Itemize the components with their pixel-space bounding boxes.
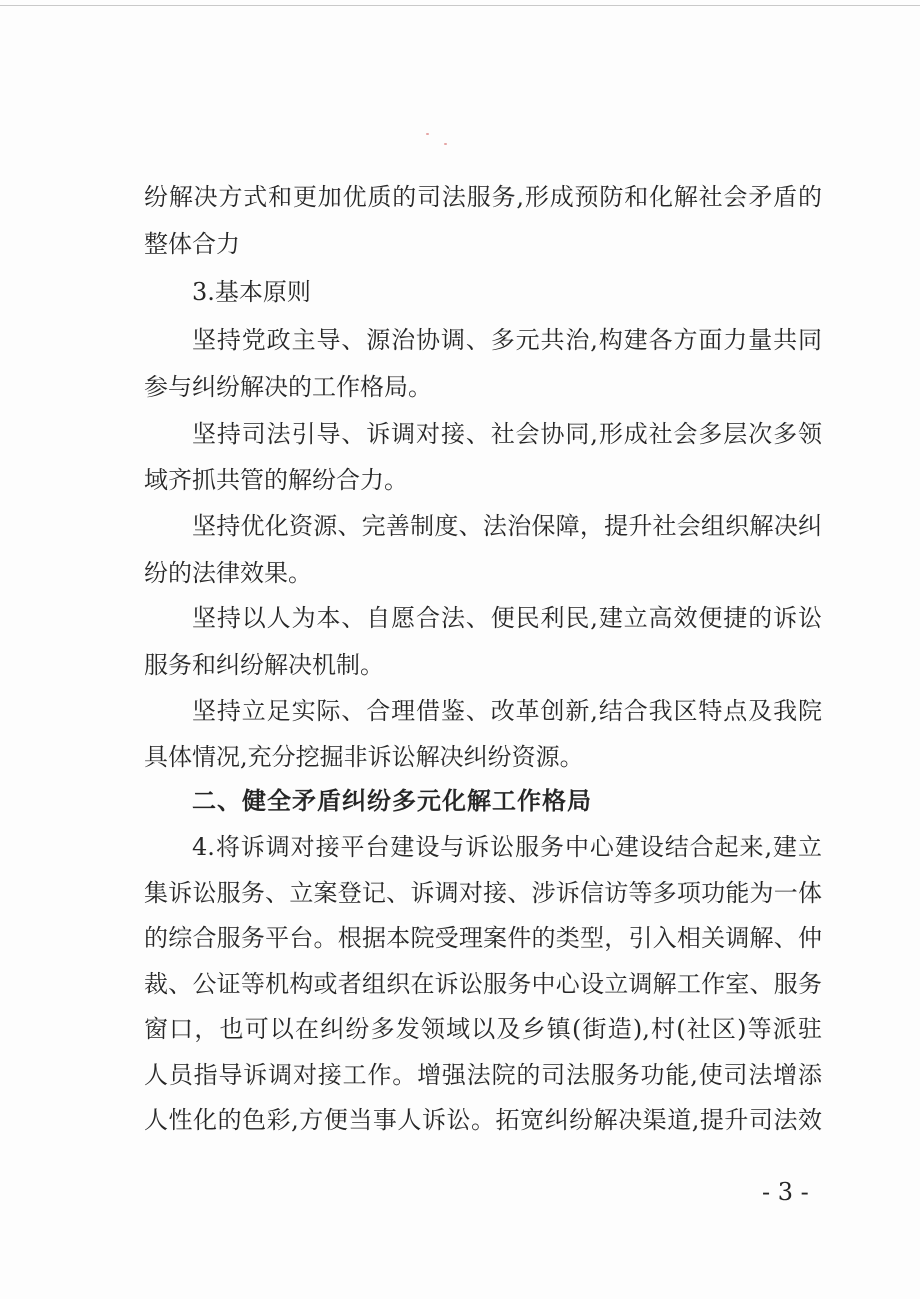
section-heading: 二、健全矛盾纠纷多元化解工作格局: [192, 787, 592, 815]
text-line: 坚持立足实际、合理借鉴、改革创新,结合我区特点及我院: [192, 697, 822, 725]
text-line: 人员指导诉调对接工作。增强法院的司法服务功能,使司法增添: [144, 1061, 822, 1089]
text-line: 裁、公证等机构或者组织在诉讼服务中心设立调解工作室、服务: [144, 970, 822, 998]
page-number: - 3 -: [762, 1178, 809, 1206]
text-line: 坚持党政主导、源治协调、多元共治,构建各方面力量共同: [192, 326, 822, 354]
red-ink-speck: [426, 133, 429, 135]
text-line: 域齐抓共管的解纷合力。: [144, 466, 408, 494]
text-line: 坚持以人为本、自愿合法、便民利民,建立高效便捷的诉讼: [192, 604, 822, 632]
text-line: 3.基本原则: [192, 278, 311, 306]
text-line: 4.将诉调对接平台建设与诉讼服务中心建设结合起来,建立: [192, 833, 822, 861]
text-line: 坚持优化资源、完善制度、法治保障，提升社会组织解决纠: [192, 512, 822, 540]
text-line: 纷的法律效果。: [144, 559, 312, 587]
text-line: 具体情况,充分挖掘非诉讼解决纠纷资源。: [144, 743, 584, 771]
text-line: 纷解决方式和更加优质的司法服务,形成预防和化解社会矛盾的: [144, 183, 822, 211]
text-line: 参与纠纷解决的工作格局。: [144, 373, 432, 401]
text-line: 集诉讼服务、立案登记、诉调对接、涉诉信访等多项功能为一体: [144, 879, 822, 907]
text-line: 坚持司法引导、诉调对接、社会协同,形成社会多层次多领: [192, 420, 822, 448]
text-line: 的综合服务平台。根据本院受理案件的类型，引入相关调解、仲: [144, 924, 822, 952]
text-line: 整体合力: [144, 230, 240, 258]
text-line: 人性化的色彩,方便当事人诉讼。拓宽纠纷解决渠道,提升司法效: [144, 1106, 822, 1134]
red-ink-speck: [444, 143, 447, 145]
text-line: 服务和纠纷解决机制。: [144, 651, 384, 679]
text-line: 窗口，也可以在纠纷多发领域以及乡镇(街造),村(社区)等派驻: [144, 1015, 822, 1043]
scan-top-edge: [0, 5, 920, 6]
